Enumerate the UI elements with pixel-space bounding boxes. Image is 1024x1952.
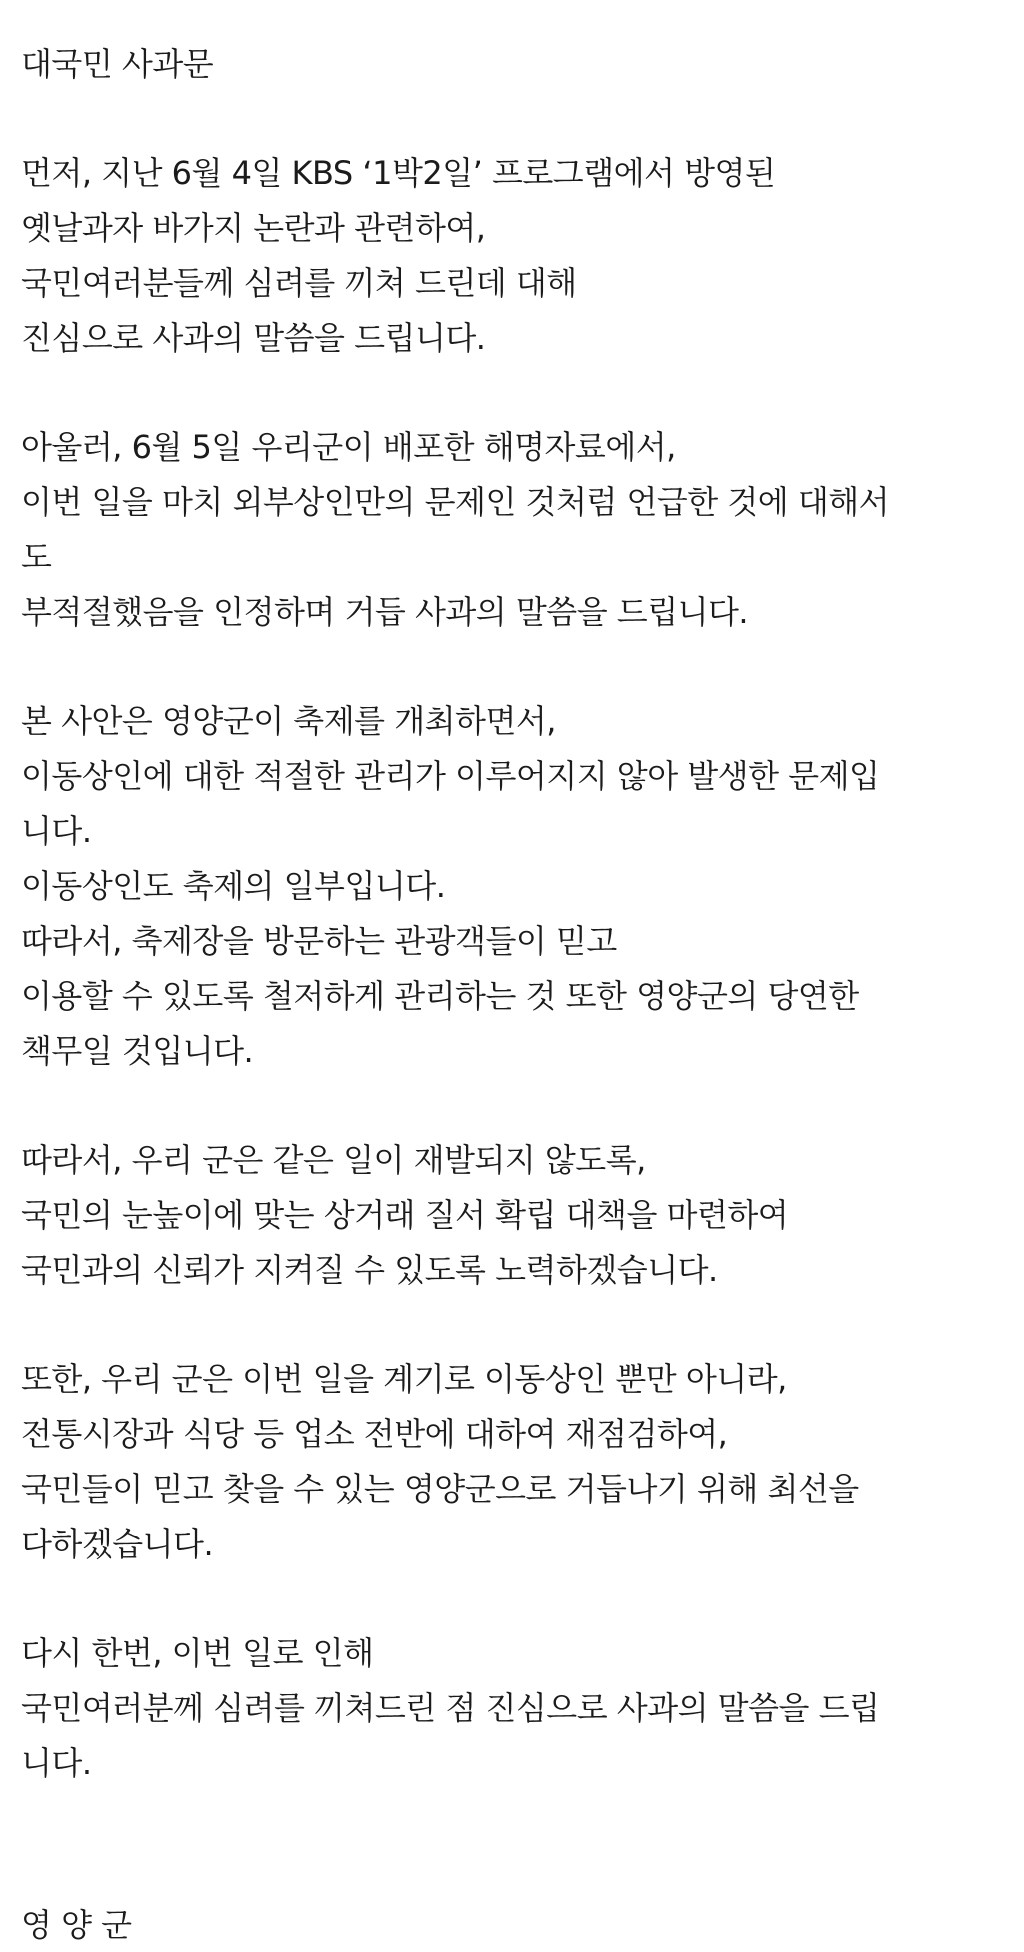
paragraph-2-line-1: 아울러, 6월 5일 우리군이 배포한 해명자료에서, [21,428,676,466]
paragraph-6-line-1: 다시 한번, 이번 일로 인해 [21,1634,374,1672]
document-title: 대국민 사과문 [21,45,214,83]
paragraph-1-line-4: 진심으로 사과의 말씀을 드립니다. [21,319,486,357]
paragraph-5-line-1: 또한, 우리 군은 이번 일을 계기로 이동상인 뿐만 아니라, [21,1360,787,1398]
paragraph-1-line-1: 먼저, 지난 6월 4일 KBS ‘1박2일’ 프로그램에서 방영된 [21,154,776,192]
paragraph-4-line-3: 국민과의 신뢰가 지켜질 수 있도록 노력하겠습니다. [21,1251,718,1289]
paragraph-3-line-4: 이동상인도 축제의 일부입니다. [21,867,446,905]
paragraph-3-line-2: 이동상인에 대한 적절한 관리가 이루어지지 않아 발생한 문제입 [21,757,880,795]
paragraph-5-line-3: 국민들이 믿고 찾을 수 있는 영양군으로 거듭나기 위해 최선을 [21,1470,859,1508]
paragraph-3-line-7: 책무일 것입니다. [21,1032,254,1070]
paragraph-4-line-1: 따라서, 우리 군은 같은 일이 재발되지 않도록, [21,1141,646,1179]
paragraph-3-line-3: 니다. [21,812,92,850]
paragraph-1-line-2: 옛날과자 바가지 논란과 관련하여, [21,209,486,247]
paragraph-1-line-3: 국민여러분들께 심려를 끼쳐 드린데 대해 [21,264,577,302]
paragraph-3-line-6: 이용할 수 있도록 철저하게 관리하는 것 또한 영양군의 당연한 [21,977,859,1015]
paragraph-3-line-1: 본 사안은 영양군이 축제를 개최하면서, [21,702,556,740]
paragraph-5-line-4: 다하겠습니다. [21,1525,214,1563]
paragraph-3-line-5: 따라서, 축제장을 방문하는 관광객들이 믿고 [21,922,617,960]
paragraph-2-line-3: 도 [21,538,52,576]
signature: 영 양 군 [21,1906,132,1944]
paragraph-4-line-2: 국민의 눈높이에 맞는 상거래 질서 확립 대책을 마련하여 [21,1196,789,1234]
paragraph-6-line-3: 니다. [21,1744,92,1782]
paragraph-5-line-2: 전통시장과 식당 등 업소 전반에 대하여 재점검하여, [21,1415,728,1453]
paragraph-2-line-4: 부적절했음을 인정하며 거듭 사과의 말씀을 드립니다. [21,593,749,631]
paragraph-6-line-2: 국민여러분께 심려를 끼쳐드린 점 진심으로 사과의 말씀을 드립 [21,1689,880,1727]
paragraph-2-line-2: 이번 일을 마치 외부상인만의 문제인 것처럼 언급한 것에 대해서 [21,483,890,521]
